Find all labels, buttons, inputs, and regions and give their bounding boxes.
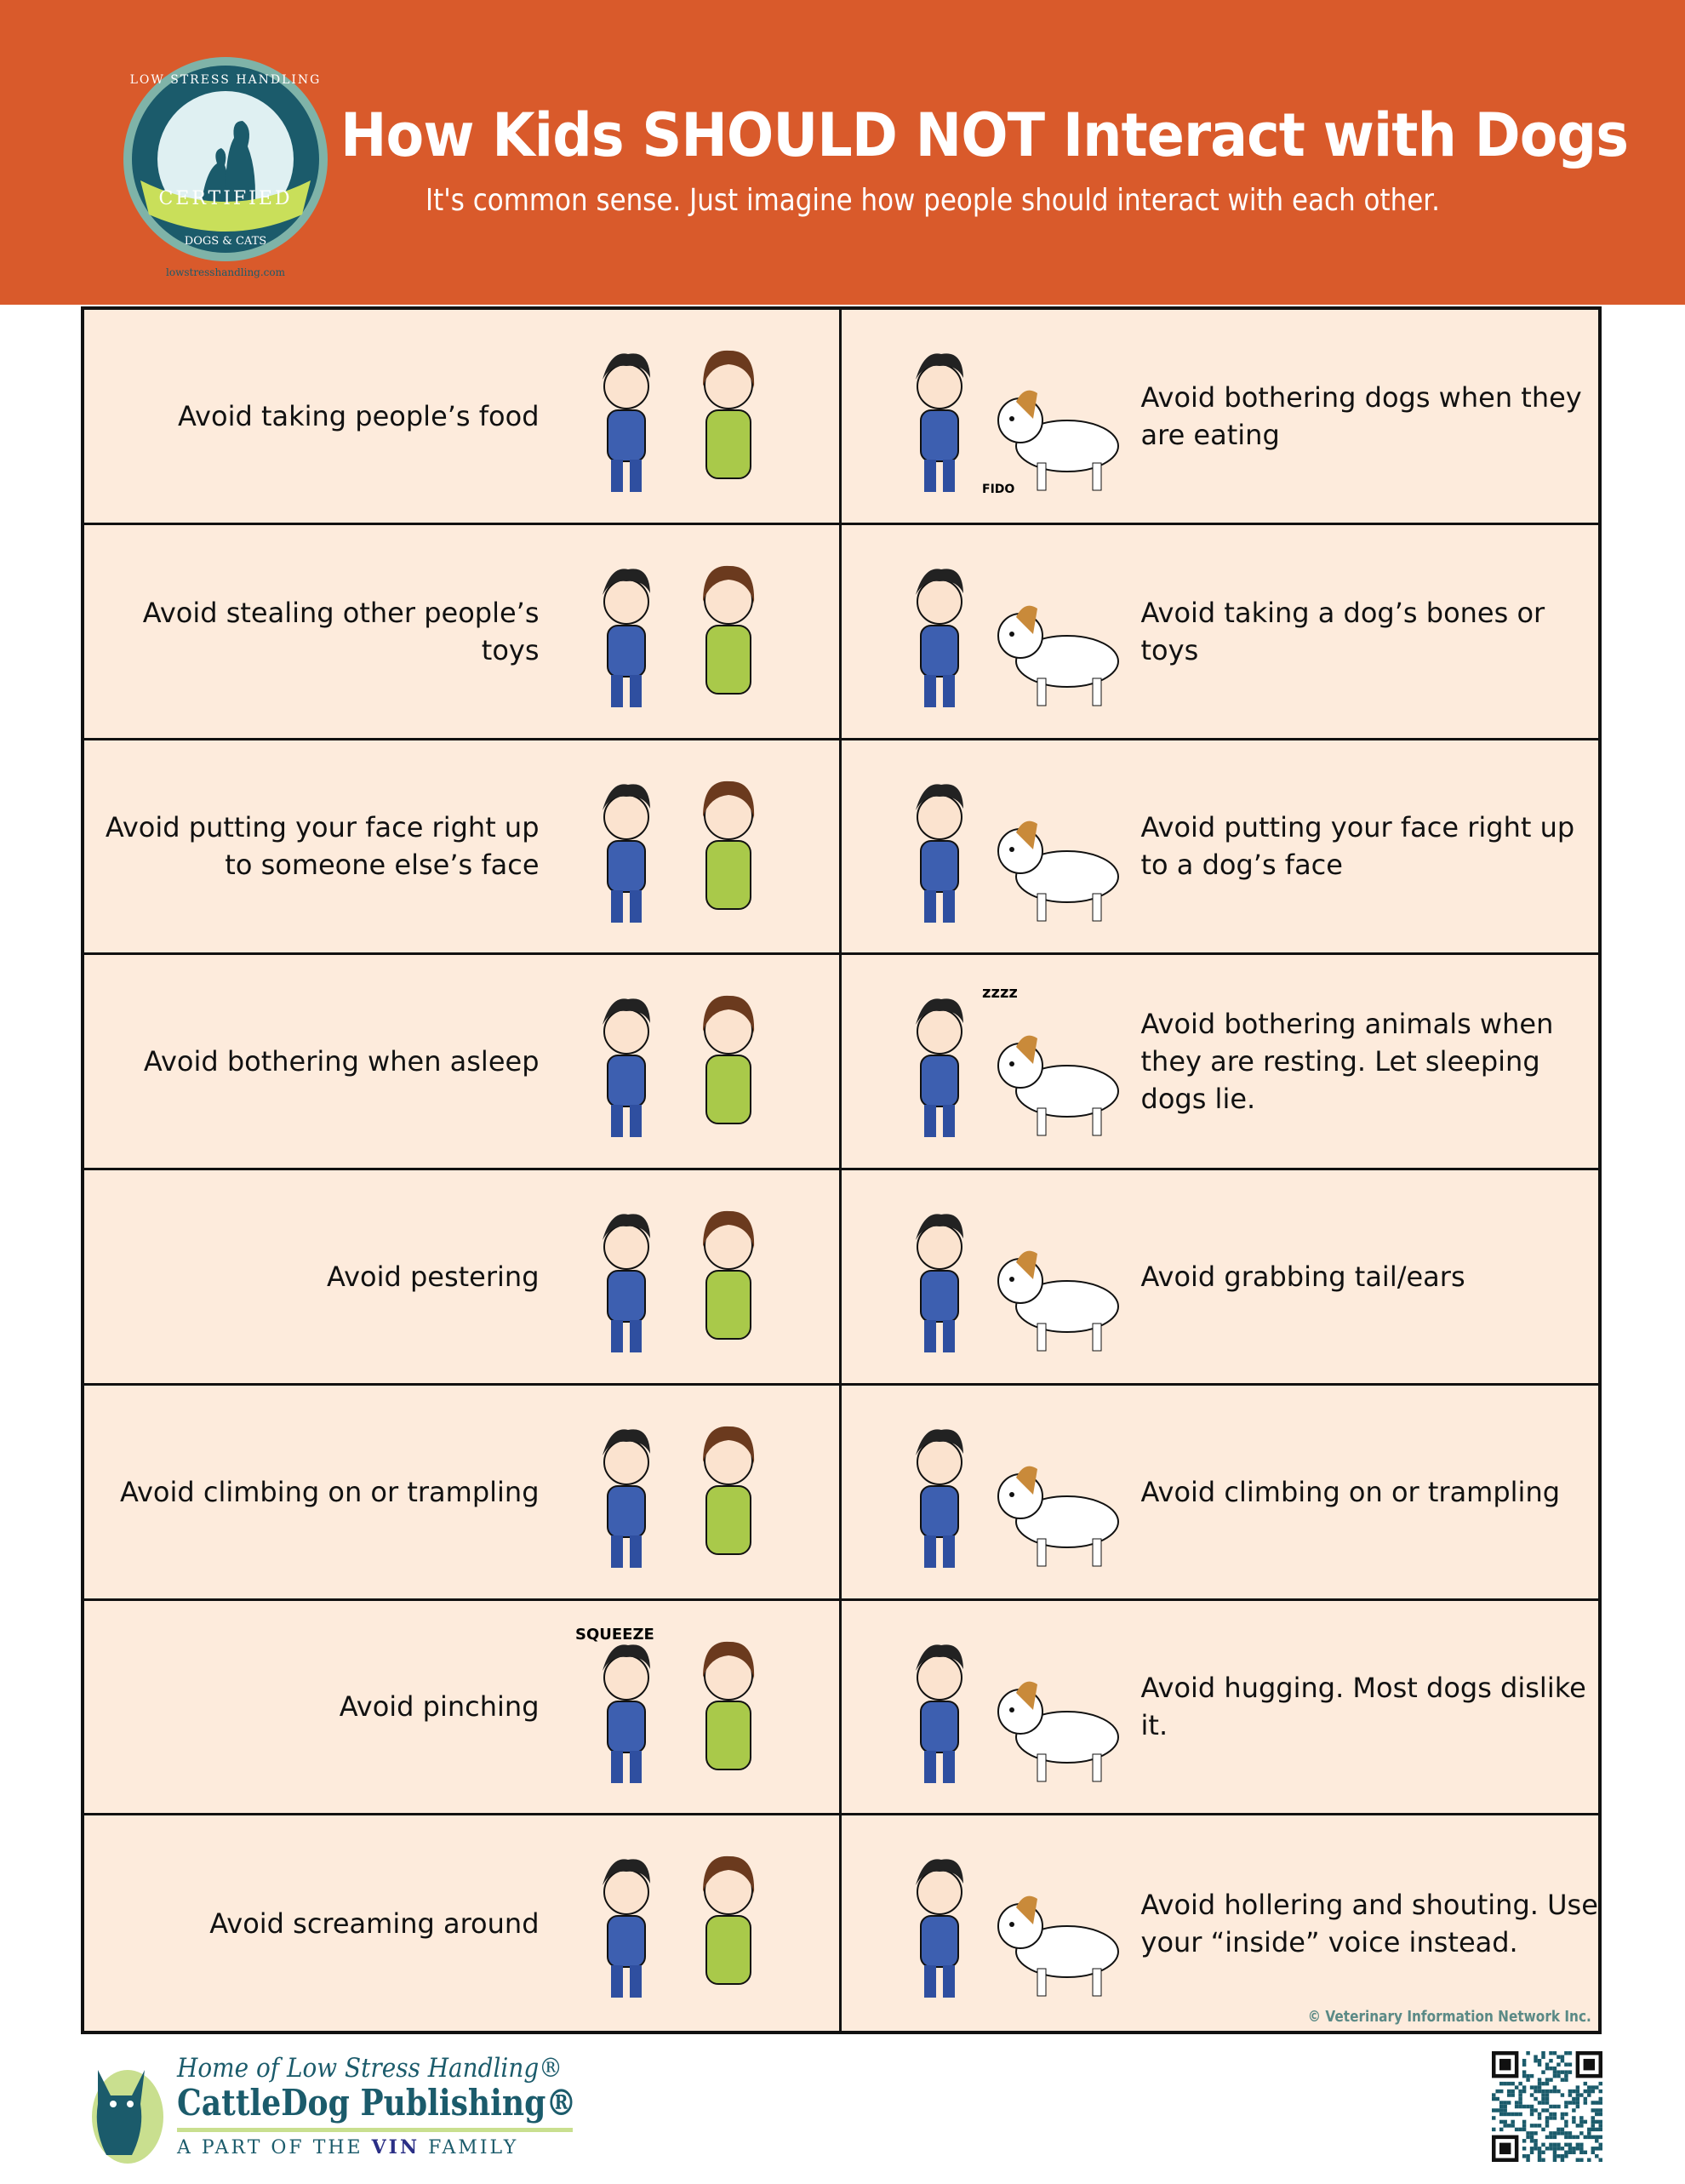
- cattledog-icon: [81, 2053, 170, 2164]
- cell-left-6: [84, 1386, 842, 1601]
- svg-text:CERTIFIED: CERTIFIED: [158, 188, 293, 209]
- cell-right-6: [842, 1386, 1599, 1601]
- cell-right-5: [842, 1170, 1599, 1386]
- kid-figure: [916, 1860, 963, 1998]
- dog-rule-text: Avoid bothering dogs when they are eating: [1140, 380, 1582, 451]
- cell-right-7: [842, 1601, 1599, 1816]
- cell-right-8: [842, 1815, 1599, 2031]
- kid-figure: [916, 1214, 963, 1352]
- cell-left-5: [84, 1170, 842, 1386]
- kid-dog-illustration: [888, 972, 1144, 1151]
- dog-figure: [998, 1036, 1118, 1135]
- people-rule-text: Avoid stealing other people’s toys: [142, 596, 540, 666]
- kid-dog-illustration: [888, 327, 1144, 506]
- dog-figure: [998, 391, 1118, 490]
- svg-text:DOGS & CATS: DOGS & CATS: [184, 235, 267, 248]
- cattledog-publishing-logo: [81, 2053, 591, 2164]
- copyright-notice: © Veterinary Information Network Inc.: [1307, 2008, 1591, 2026]
- kid-dog-illustration: [888, 542, 1144, 721]
- page-title: How Kids SHOULD NOT Interact with Dogs: [340, 100, 1629, 170]
- kid-dog-illustration: [888, 1187, 1144, 1366]
- cell-right-2: [842, 525, 1599, 740]
- dog-figure: [998, 1681, 1118, 1781]
- person-figure: [703, 1641, 754, 1769]
- bowl-label: FIDO: [981, 483, 1014, 496]
- people-rule-text: Avoid bothering when asleep: [143, 1045, 540, 1078]
- kid-figure: [603, 1214, 650, 1352]
- people-illustration: [550, 972, 805, 1151]
- family-prefix: A PART OF THE: [177, 2137, 363, 2158]
- page-subtitle: It's common sense. Just imagine how people should interact with each other.: [426, 183, 1441, 218]
- family-suffix: FAMILY: [428, 2137, 519, 2158]
- people-rule-text: Avoid putting your face right up to someone else’s face: [105, 811, 540, 882]
- kid-figure: [603, 999, 650, 1138]
- kid-dog-illustration: [888, 1618, 1144, 1797]
- cell-left-7: [84, 1601, 842, 1816]
- people-illustration: [550, 1618, 805, 1797]
- person-figure: [703, 996, 754, 1123]
- dog-rule-text: Avoid bothering animals when they are resting. Let sleeping dogs lie.: [1140, 1008, 1554, 1116]
- dog-rule-text: Avoid hugging. Most dogs dislike it.: [1140, 1672, 1586, 1742]
- cell-left-2: [84, 525, 842, 740]
- comparison-grid: [81, 306, 1602, 2034]
- kid-figure: [603, 1860, 650, 1998]
- people-illustration: [550, 327, 805, 506]
- cell-left-8: [84, 1815, 842, 2031]
- footer-divider: [177, 2128, 573, 2132]
- person-figure: [703, 1211, 754, 1339]
- person-figure: [703, 566, 754, 694]
- svg-text:LOW STRESS HANDLING: LOW STRESS HANDLING: [129, 73, 322, 87]
- people-rule-text: Avoid taking people’s food: [178, 399, 540, 432]
- kid-figure: [603, 1429, 650, 1568]
- people-rule-text: Avoid pinching: [339, 1690, 540, 1724]
- people-rule-text: Avoid climbing on or trampling: [119, 1475, 540, 1508]
- person-figure: [703, 780, 754, 908]
- person-figure: [703, 1856, 754, 1984]
- cell-left-3: [84, 740, 842, 956]
- kid-figure: [603, 569, 650, 707]
- sleep-sound: zzzz: [981, 984, 1018, 1003]
- kid-figure: [603, 1644, 650, 1783]
- footer-family-line: [177, 2136, 518, 2158]
- people-rule-text: Avoid pestering: [327, 1260, 540, 1293]
- dog-rule-text: Avoid taking a dog’s bones or toys: [1140, 596, 1545, 666]
- kid-figure: [916, 1429, 963, 1568]
- people-illustration: [550, 1403, 805, 1581]
- dog-rule-text: Avoid grabbing tail/ears: [1140, 1260, 1465, 1293]
- person-figure: [703, 351, 754, 478]
- kid-dog-illustration: [888, 758, 1144, 936]
- kid-figure: [916, 999, 963, 1138]
- dog-figure: [998, 1251, 1118, 1351]
- kid-figure: [916, 353, 963, 492]
- cell-right-4: [842, 955, 1599, 1170]
- dog-figure: [998, 1896, 1118, 1996]
- dog-rule-text: Avoid putting your face right up to a dog’s face: [1140, 811, 1575, 882]
- cell-left-1: [84, 310, 842, 525]
- footer-publisher-name: CattleDog Publishing®: [177, 2082, 577, 2124]
- svg-text:lowstresshandling.com: lowstresshandling.com: [166, 266, 285, 278]
- squeeze-sound: SQUEEZE: [574, 1625, 654, 1644]
- header-banner: [0, 0, 1685, 305]
- cell-right-1: [842, 310, 1599, 525]
- dog-rule-text: Avoid climbing on or trampling: [1140, 1475, 1561, 1508]
- people-rule-text: Avoid screaming around: [209, 1907, 540, 1940]
- cell-right-3: [842, 740, 1599, 956]
- footer-home-text: Home of Low Stress Handling®: [177, 2053, 563, 2084]
- kid-figure: [603, 353, 650, 492]
- dog-rule-text: Avoid hollering and shouting. Use your “inside” voice instead.: [1140, 1888, 1598, 1958]
- kid-dog-illustration: [888, 1832, 1144, 2011]
- people-illustration: [550, 1187, 805, 1366]
- low-stress-handling-seal-logo: [119, 53, 332, 283]
- people-illustration: [550, 758, 805, 936]
- person-figure: [703, 1426, 754, 1554]
- dog-figure: [998, 605, 1118, 705]
- kid-figure: [916, 569, 963, 707]
- people-illustration: [550, 542, 805, 721]
- kid-figure: [916, 784, 963, 923]
- people-illustration: [550, 1832, 805, 2011]
- qr-code[interactable]: [1492, 2051, 1602, 2162]
- kid-figure: [603, 784, 650, 923]
- kid-figure: [916, 1644, 963, 1783]
- kid-dog-illustration: [888, 1403, 1144, 1581]
- dog-figure: [998, 1466, 1118, 1565]
- cell-left-4: [84, 955, 842, 1170]
- dog-figure: [998, 820, 1118, 920]
- vin-brand: VIN: [371, 2136, 420, 2158]
